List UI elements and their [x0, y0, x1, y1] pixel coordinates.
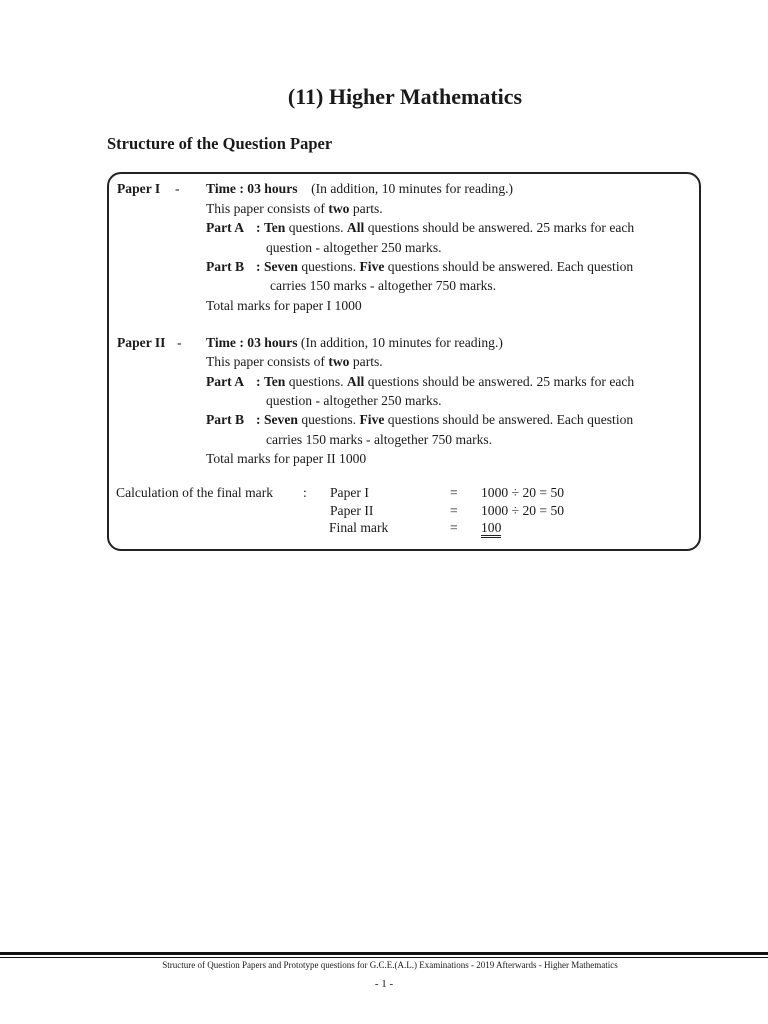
- paper-1-consists-post: parts.: [349, 201, 383, 216]
- paper-2-dash: -: [177, 335, 182, 350]
- final-mark-eq: =: [450, 520, 458, 535]
- final-mark-value: 100: [481, 520, 501, 538]
- paper-1-part-b-count: Seven: [263, 259, 298, 274]
- paper-2-total: Total marks for paper II 1000: [206, 451, 367, 466]
- footer-text: Structure of Question Papers and Prototype questions for G.C.E.(A.L.) Examinations - 2019 Afterwards - Higher Mathematics: [162, 960, 618, 970]
- paper-2-part-b-rest: questions should be answered. Each question: [384, 412, 634, 427]
- calc-row-eq: =: [450, 485, 458, 500]
- calc-row-name: Paper I: [330, 485, 369, 500]
- paper-2-consists-pre: This paper consists of: [206, 354, 329, 369]
- paper-2-part-a-mid: questions.: [285, 374, 347, 389]
- page-title: (11) Higher Mathematics: [287, 84, 523, 109]
- paper-2-consists-post: parts.: [349, 354, 383, 369]
- section-heading: Structure of the Question Paper: [107, 134, 333, 153]
- calc-row-expr: 1000 ÷ 20 = 50: [481, 503, 565, 518]
- paper-1-part-a-all: All: [346, 220, 365, 235]
- paper-1-label: Paper I: [117, 181, 161, 196]
- paper-1-part-a-label: Part A: [206, 220, 245, 235]
- paper-2-part-b-line2: carries 150 marks - altogether 750 marks.: [266, 432, 493, 447]
- paper-2-part-b-colon: :: [256, 412, 261, 427]
- paper-1-consists-pre: This paper consists of: [206, 201, 329, 216]
- paper-1-part-b-line2: carries 150 marks - altogether 750 marks.: [270, 278, 497, 293]
- paper-2-consists-count: two: [328, 354, 350, 369]
- paper-2-part-a-line2: question - altogether 250 marks.: [266, 393, 442, 408]
- footer-rule-thin: [0, 957, 768, 958]
- paper-2-part-b-count: Seven: [263, 412, 298, 427]
- paper-2-part-a-label: Part A: [206, 374, 245, 389]
- calc-row-eq: =: [450, 503, 458, 518]
- paper-1-consists-count: two: [328, 201, 350, 216]
- paper-1-part-b-five: Five: [359, 259, 385, 274]
- paper-2-time: Time : 03 hours: [206, 335, 298, 350]
- paper-1-part-a-count: Ten: [263, 220, 286, 235]
- paper-1-time: Time : 03 hours: [206, 181, 298, 196]
- paper-1-part-a-line2: question - altogether 250 marks.: [266, 240, 442, 255]
- paper-1-part-a-mid: questions.: [285, 220, 347, 235]
- paper-2-part-b-five: Five: [359, 412, 385, 427]
- paper-1-part-b-rest: questions should be answered. Each question: [384, 259, 634, 274]
- paper-2-part-a-rest: questions should be answered. 25 marks for each: [364, 374, 635, 389]
- paper-2-time-note: (In addition, 10 minutes for reading.): [297, 335, 503, 350]
- paper-1-dash: -: [175, 181, 180, 196]
- paper-2-part-b-mid: questions.: [297, 412, 360, 427]
- paper-1-part-b-colon: :: [256, 259, 261, 274]
- paper-2-part-b-label: Part B: [206, 412, 245, 427]
- paper-2-label: Paper II: [117, 335, 166, 350]
- paper-1-part-b-label: Part B: [206, 259, 245, 274]
- paper-1-total: Total marks for paper I 1000: [206, 298, 362, 313]
- paper-1-part-b-mid: questions.: [297, 259, 360, 274]
- paper-2-part-a-count: Ten: [263, 374, 286, 389]
- calc-label: Calculation of the final mark: [116, 485, 274, 500]
- calc-colon: :: [303, 485, 307, 500]
- paper-2-part-a-all: All: [346, 374, 365, 389]
- page-number: - 1 -: [374, 978, 394, 990]
- calc-row-name: Paper II: [330, 503, 374, 518]
- paper-2-part-a-colon: :: [256, 374, 261, 389]
- paper-1-time-note: (In addition, 10 minutes for reading.): [311, 181, 514, 196]
- final-mark-label: Final mark: [329, 520, 389, 535]
- paper-1-part-a-rest: questions should be answered. 25 marks for each: [364, 220, 635, 235]
- calc-row-expr: 1000 ÷ 20 = 50: [481, 485, 565, 500]
- footer-rule: [0, 952, 768, 955]
- paper-1-part-a-colon: :: [256, 220, 261, 235]
